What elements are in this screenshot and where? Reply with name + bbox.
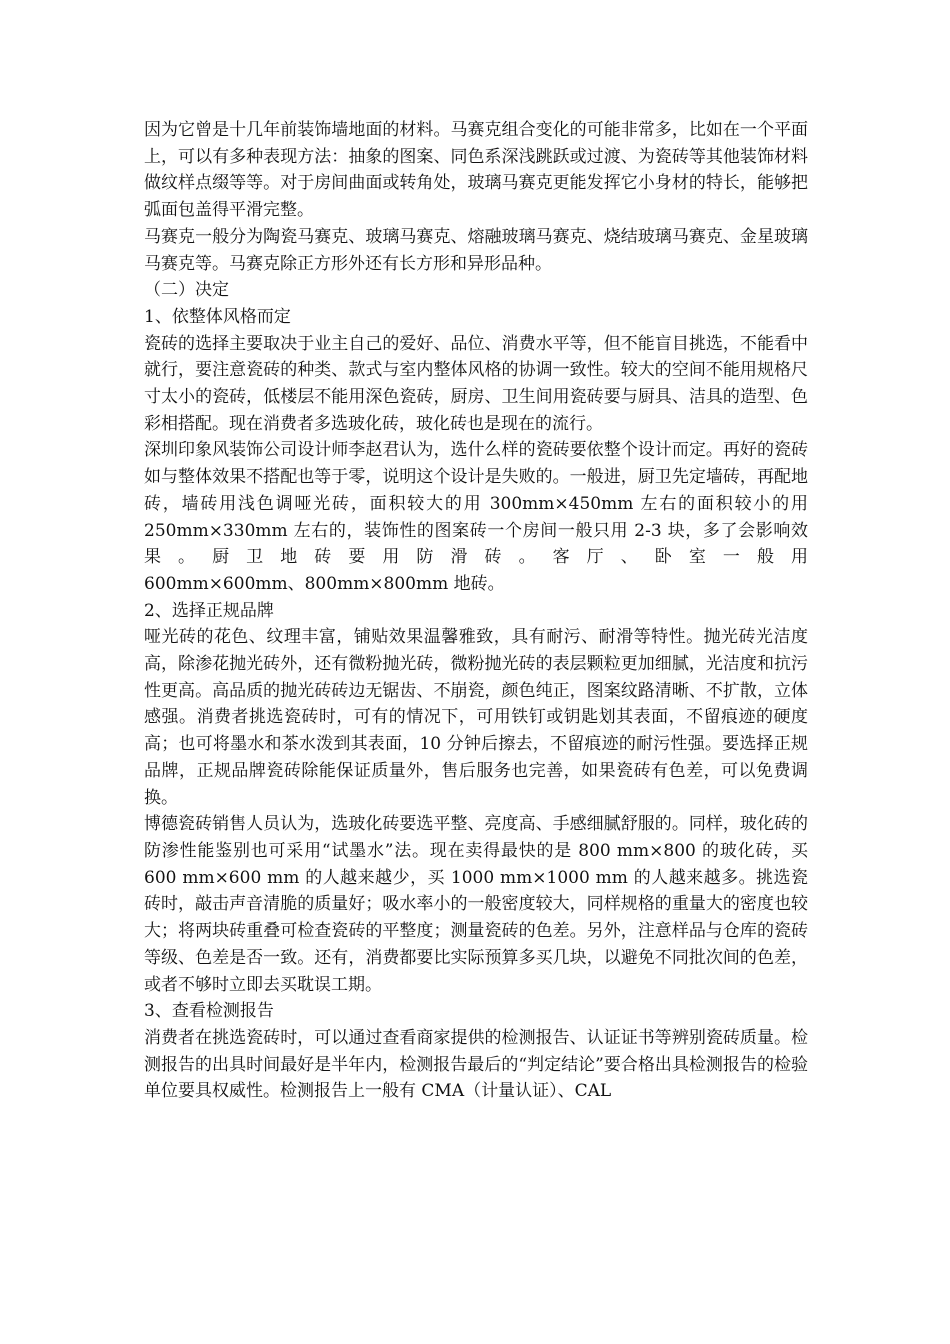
paragraph-floor-tile-sizes: 600mm×600mm、800mm×800mm 地砖。	[144, 573, 505, 594]
paragraph-test-report: 消费者在挑选瓷砖时，可以通过查看商家提供的检测报告、认证证书等辨别瓷砖质量。检测报告的出具时间最好是半年内，检测报告最后的“判定结论”要合格出具检测报告的检验单位要具权威性。检测报告上一般有 CMA（计量认证）、CAL	[144, 1027, 808, 1102]
paragraph-matte-polished-tiles: 哑光砖的花色、纹理丰富，铺贴效果温馨雅致，具有耐污、耐滑等特性。抛光砖光洁度高，除渗花抛光砖外，还有微粉抛光砖，微粉抛光砖的表层颗粒更加细腻，光洁度和抗污性更高。高品质的抛光砖砖边无锯齿、不崩瓷，颜色纯正，图案纹路清晰、不扩散，立体感强。消费者挑选瓷砖时，可有的情况下，可用铁钉或钥匙划其表面，不留痕迹的硬度高；也可将墨水和茶水泼到其表面，10 分钟后擦去，不留痕迹的耐污性强。要选择正规品牌，正规品牌瓷砖除能保证质量外，售后服务也完善，如果瓷砖有色差，可以免费调换。	[144, 627, 808, 808]
document-body	[144, 117, 808, 1105]
paragraph-tile-selection: 瓷砖的选择主要取决于业主自己的爱好、品位、消费水平等，但不能盲目挑选，不能看中就行，要注意瓷砖的种类、款式与室内整体风格的协调一致性。较大的空间不能用规格尺寸太小的瓷砖，低楼层不能用深色瓷砖，厨房、卫生间用瓷砖要与厨具、洁具的造型、色彩相搭配。现在消费者多选玻化砖，玻化砖也是现在的流行。	[144, 333, 808, 434]
paragraph-mosaic-types: 马赛克一般分为陶瓷马赛克、玻璃马赛克、熔融玻璃马赛克、烧结玻璃马赛克、金星玻璃马赛克等。马赛克除正方形外还有长方形和异形品种。	[144, 226, 808, 274]
subheading-overall-style: 1、依整体风格而定	[144, 306, 291, 327]
paragraph-mosaic-variations: 因为它曾是十几年前装饰墙地面的材料。马赛克组合变化的可能非常多，比如在一个平面上，可以有多种表现方法：抽象的图案、同色系深浅跳跃或过渡、为瓷砖等其他装饰材料做纹样点缀等等。对于房间曲面或转角处，玻璃马赛克更能发挥它小身材的特长，能够把弧面包盖得平滑完整。	[144, 120, 808, 221]
section-heading-decide: （二）决定	[144, 280, 229, 301]
subheading-test-report: 3、查看检测报告	[144, 1001, 274, 1022]
paragraph-sales-advice: 博德瓷砖销售人员认为，选玻化砖要选平整、亮度高、手感细腻舒服的。同样，玻化砖的防渗性能鉴别也可采用“试墨水”法。现在卖得最快的是 800 mm×800 的玻化砖，买 600 mm×600 mm 的人越来越少，买 1000 mm×1000 mm 的人越来越多。挑选瓷砖时，敲击声音清脆的质量好；吸水率小的一般密度较大，同样规格的重量大的密度也较大；将两块砖重叠可检查瓷砖的平整度；测量瓷砖的色差。另外，注意样品与仓库的瓷砖等级、色差是否一致。还有，消费都要比实际预算多买几块，以避免不同批次间的色差，或者不够时立即去买耽误工期。	[144, 814, 808, 995]
subheading-regular-brand: 2、选择正规品牌	[144, 600, 274, 621]
paragraph-designer-opinion: 深圳印象风装饰公司设计师李赵君认为，选什么样的瓷砖要依整个设计而定。再好的瓷砖如与整体效果不搭配也等于零，说明这个设计是失败的。一般进，厨卫先定墙砖，再配地砖，墙砖用浅色调哑光砖，面积较大的用 300mm×450mm 左右的面积较小的用 250mm×330mm 左右的，装饰性的图案砖一个房间一般只用 2-3 块，多了会影响效果。厨卫地砖要用防滑砖。客厅、卧室一般用	[144, 440, 808, 568]
